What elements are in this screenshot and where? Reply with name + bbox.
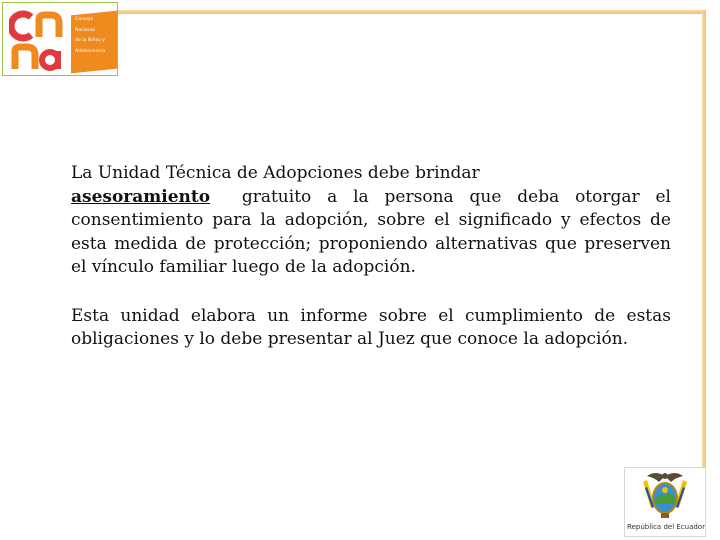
logo-line-2: Nacional — [75, 27, 95, 33]
right-border-line — [702, 10, 706, 530]
logo-line-3: de la Niñez y — [75, 38, 105, 43]
paragraph-2: Esta unidad elabora un informe sobre el cumplimiento de estas obligaciones y lo debe presentar al Juez que conoce la adopción. — [71, 305, 671, 349]
logo-line-1: Consejo — [75, 17, 94, 22]
ecuador-seal — [624, 467, 706, 537]
coat-of-arms-icon — [625, 468, 705, 524]
seal-caption: República del Ecuador — [627, 523, 705, 531]
paragraph-1 — [71, 162, 671, 280]
slide-body — [71, 162, 671, 352]
cnna-logo — [2, 2, 118, 76]
cnna-letters-icon — [9, 7, 65, 71]
emphasis-asesoramiento: asesoramiento — [71, 186, 211, 207]
logo-caption — [75, 15, 117, 57]
top-border-line — [118, 10, 706, 14]
paragraph-1-rest: gratuito a la persona que deba otorgar el consentimiento para la adopción, sobre el significado y efectos de esta medida de protección; proponiendo alternativas que preserven el vínculo familiar luego de la adopción. — [71, 186, 671, 277]
logo-line-4: Adolescencia — [75, 48, 106, 54]
paragraph-1-intro: La Unidad Técnica de Adopciones debe brindar — [71, 163, 480, 183]
